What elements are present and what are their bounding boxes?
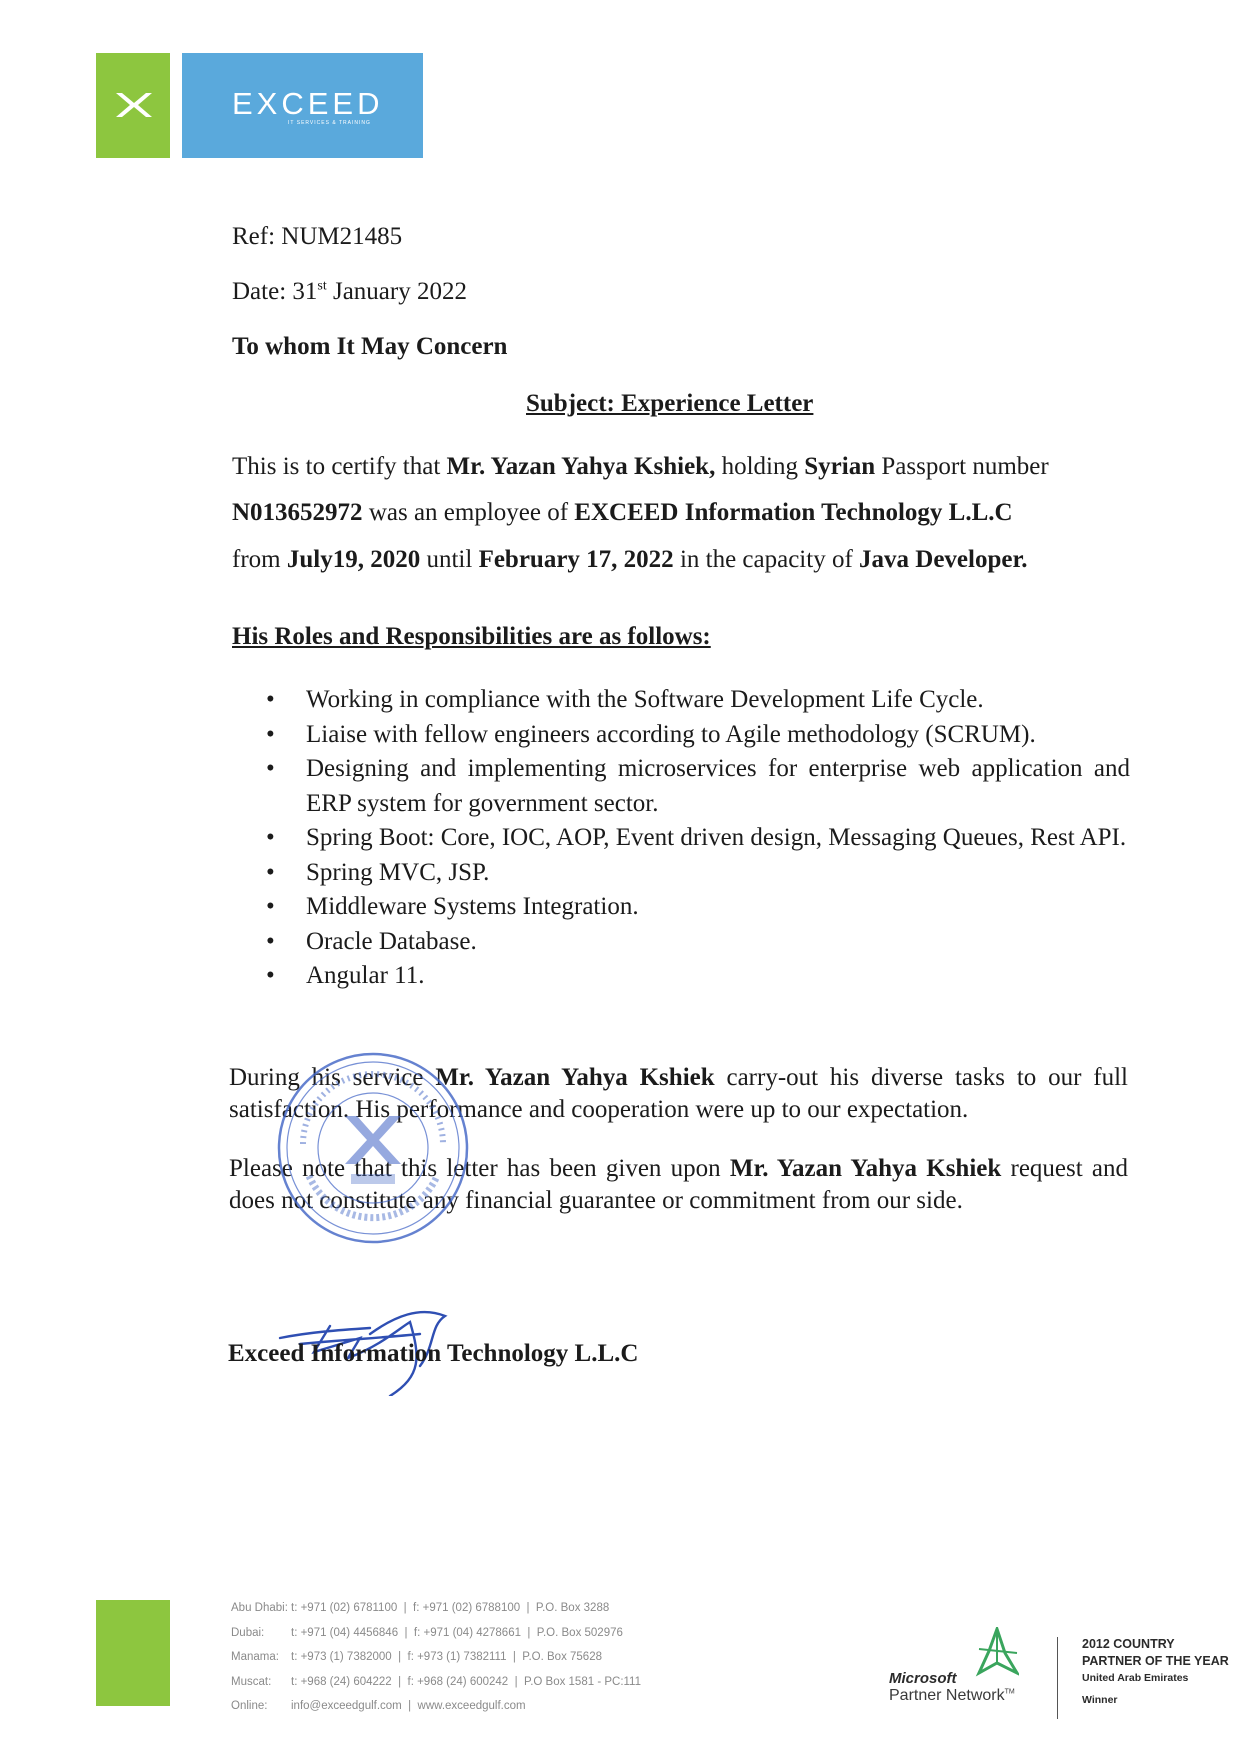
passport-number: N013652972 [232,499,363,526]
office-contacts [231,1596,641,1719]
office-row: Manama: t: +973 (1) 7382000 | f: +973 (1) 7382111 | P.O. Box 75628 [231,1651,602,1663]
award-line: Winner [1082,1694,1118,1706]
list-item: • Spring Boot: Core, IOC, AOP, Event driven design, Messaging Queues, Rest API. [266,821,1130,856]
award-line: PARTNER OF THE YEAR [1082,1654,1229,1668]
microsoft-wordmark: Microsoft [889,1670,957,1687]
brand-name: EXCEED [232,86,384,121]
office-row: Abu Dhabi: t: +971 (02) 6781100 | f: +971 (02) 6788100 | P.O. Box 3288 [231,1602,610,1614]
reference-number: Ref: NUM21485 [232,223,403,250]
office-row: Muscat: t: +968 (24) 604222 | f: +968 (24) 600242 | P.O Box 1581 - PC:111 [231,1675,641,1688]
list-item: • Oracle Database. [266,925,1130,960]
list-item: • Angular 11. [266,959,1130,994]
logo-mark [96,53,170,158]
letter-date: Date: 31st January 2022 [232,278,467,305]
brand-tagline: IT SERVICES & TRAINING [288,120,371,126]
end-date: February 17, 2022 [478,546,674,573]
certification-line-2: N013652972 was an employee of EXCEED Information Technology L.L.C [232,499,1013,526]
roles-list [266,683,1130,994]
partner-network-label: Partner Network™ [889,1687,1015,1704]
disclaimer-paragraph: Please note that this letter has been given upon Mr. Yazan Yahya Kshiek request and does not constitute any financial guarantee or commitment from our side. [229,1155,1128,1214]
list-item: • Liaise with fellow engineers according to Agile methodology (SCRUM). [266,718,1130,753]
online-row: Online: info@exceedgulf.com | www.exceedgulf.com [231,1694,641,1719]
award-divider [1057,1637,1058,1719]
certification-line-1: This is to certify that Mr. Yazan Yahya Kshiek, holding Syrian Passport number [232,453,1049,480]
x-logo-icon [96,53,170,158]
footer-logo-block [96,1600,170,1706]
website-link[interactable]: www.exceedgulf.com [417,1700,526,1712]
award-line: 2012 COUNTRY [1082,1637,1175,1651]
email-link[interactable]: info@exceedgulf.com [291,1700,402,1712]
salutation: To whom It May Concern [232,333,508,360]
employee-name: Mr. Yazan Yahya Kshiek, [446,453,716,480]
company-stamp [273,1048,473,1248]
nationality: Syrian [804,453,876,480]
subject-line: Subject: Experience Letter [526,390,814,417]
list-item: • Working in compliance with the Software Development Life Cycle. [266,683,1130,718]
list-item: • Designing and implementing microservices for enterprise web application and ERP system for government sector. [266,752,1130,821]
roles-heading: His Roles and Responsibilities are as follows: [232,623,711,650]
job-title: Java Developer. [859,546,1028,573]
performance-paragraph: During his service Mr. Yazan Yahya Kshiek carry-out his diverse tasks to our full satisfaction. His performance and cooperation were up to our expectation. [229,1064,1128,1123]
certification-line-3: from July19, 2020 until February 17, 2022 in the capacity of Java Developer. [232,546,1028,573]
signatory-company: Exceed Information Technology L.L.C [228,1340,639,1367]
award-line: United Arab Emirates [1082,1672,1189,1684]
partner-network-icon [975,1627,1019,1677]
list-item: • Middleware Systems Integration. [266,890,1130,925]
list-item: • Spring MVC, JSP. [266,856,1130,891]
employer-name: EXCEED Information Technology L.L.C [574,499,1013,526]
office-row: Dubai: t: +971 (04) 4456846 | f: +971 (04) 4278661 | P.O. Box 502976 [231,1626,623,1639]
start-date: July19, 2020 [286,546,421,573]
